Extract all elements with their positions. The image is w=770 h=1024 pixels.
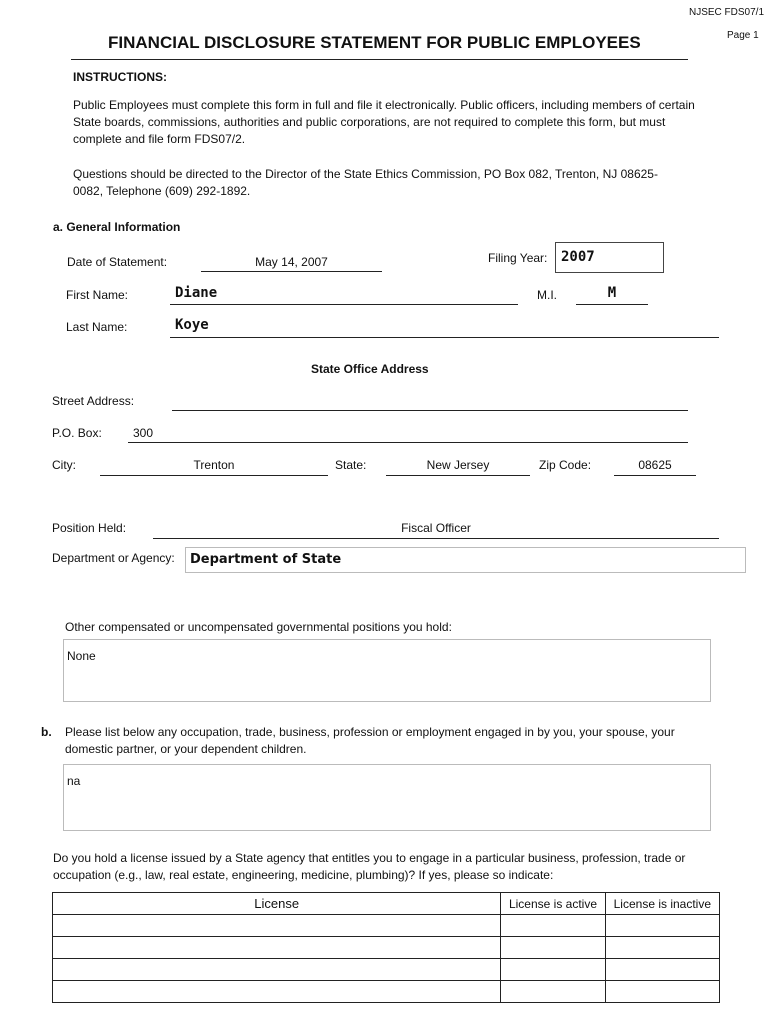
street-label: Street Address: <box>52 394 135 408</box>
mi-label: M.I. <box>537 288 557 302</box>
form-id: NJSEC FDS07/1 <box>689 7 765 18</box>
other-positions-value: None <box>67 649 96 663</box>
pobox-underline <box>128 442 688 443</box>
date-label: Date of Statement: <box>67 255 168 269</box>
state-label: State: <box>335 458 367 472</box>
other-positions-label: Other compensated or uncompensated governmental positions you hold: <box>65 620 452 634</box>
license-inactive-cell[interactable] <box>605 959 719 981</box>
department-label: Department or Agency: <box>52 551 175 565</box>
occupation-value: na <box>67 774 81 788</box>
page-title: FINANCIAL DISCLOSURE STATEMENT FOR PUBLIC EMPLOYEES <box>108 33 641 52</box>
table-row <box>53 959 720 981</box>
table-row <box>53 981 720 1003</box>
filing-year-field[interactable] <box>555 242 664 273</box>
occupation-field[interactable] <box>63 764 711 831</box>
mi-underline <box>576 304 648 305</box>
column-header-active: License is active <box>501 893 605 915</box>
state-field[interactable]: New Jersey <box>426 458 490 472</box>
street-field[interactable] <box>172 394 688 410</box>
pobox-field[interactable]: 300 <box>133 426 154 440</box>
last-name-label: Last Name: <box>66 320 128 334</box>
city-underline <box>100 475 328 476</box>
department-field[interactable] <box>185 547 746 573</box>
city-field[interactable]: Trenton <box>193 458 235 472</box>
city-label: City: <box>52 458 76 472</box>
column-header-inactive: License is inactive <box>605 893 719 915</box>
mi-field[interactable]: M <box>607 285 617 301</box>
other-positions-field[interactable] <box>63 639 711 702</box>
license-active-cell[interactable] <box>501 959 605 981</box>
license-question: Do you hold a license issued by a State agency that entitles you to engage in a particular business, profession, trade or occupation (e.g., law, real estate, engineering, medicine, plumbing)? If yes, please so indicate: <box>53 851 686 882</box>
license-table <box>52 892 720 1003</box>
table-header-row <box>53 893 720 915</box>
license-name-cell[interactable] <box>53 981 501 1003</box>
license-inactive-cell[interactable] <box>605 915 719 937</box>
zip-underline <box>614 475 696 476</box>
first-name-field[interactable]: Diane <box>175 285 218 301</box>
address-heading: State Office Address <box>311 362 429 376</box>
license-active-cell[interactable] <box>501 981 605 1003</box>
zip-field[interactable]: 08625 <box>638 458 672 472</box>
table-row <box>53 915 720 937</box>
instructions-paragraph-1: Public Employees must complete this form in full and file it electronically. Public officers, including members of certain State boards, commissions, authorities and public corporations, are not required to complete this form, but must complete and file form FDS07/2. <box>73 98 695 146</box>
last-name-field[interactable]: Koye <box>175 317 209 333</box>
date-underline <box>201 271 382 272</box>
state-underline <box>386 475 530 476</box>
first-name-label: First Name: <box>66 288 129 302</box>
last-name-underline <box>170 337 719 338</box>
title-underline <box>71 59 688 60</box>
position-field[interactable]: Fiscal Officer <box>401 521 471 535</box>
table-row <box>53 937 720 959</box>
position-underline <box>153 538 719 539</box>
general-info-heading: a. General Information <box>53 220 181 234</box>
section-b-marker: b. <box>41 725 52 739</box>
license-name-cell[interactable] <box>53 959 501 981</box>
street-underline <box>172 410 688 411</box>
license-active-cell[interactable] <box>501 915 605 937</box>
license-name-cell[interactable] <box>53 915 501 937</box>
instructions-heading: INSTRUCTIONS: <box>73 70 167 84</box>
section-b-text: Please list below any occupation, trade, business, profession or employment engaged in by you, your spouse, your domestic partner, or your dependent children. <box>65 725 675 756</box>
pobox-label: P.O. Box: <box>52 426 102 440</box>
page-number: Page 1 <box>727 30 759 41</box>
filing-year-value: 2007 <box>561 249 595 265</box>
license-name-cell[interactable] <box>53 937 501 959</box>
license-active-cell[interactable] <box>501 937 605 959</box>
first-name-underline <box>170 304 518 305</box>
column-header-license: License <box>53 893 501 915</box>
department-value: Department of State <box>190 552 342 567</box>
instructions-paragraph-2: Questions should be directed to the Director of the State Ethics Commission, PO Box 082, Trenton, NJ 08625-0082, Telephone (609) 292-1892. <box>73 167 658 198</box>
filing-year-label: Filing Year: <box>488 251 548 265</box>
date-field[interactable]: May 14, 2007 <box>255 255 328 269</box>
zip-label: Zip Code: <box>539 458 592 472</box>
license-inactive-cell[interactable] <box>605 937 719 959</box>
license-inactive-cell[interactable] <box>605 981 719 1003</box>
position-label: Position Held: <box>52 521 127 535</box>
